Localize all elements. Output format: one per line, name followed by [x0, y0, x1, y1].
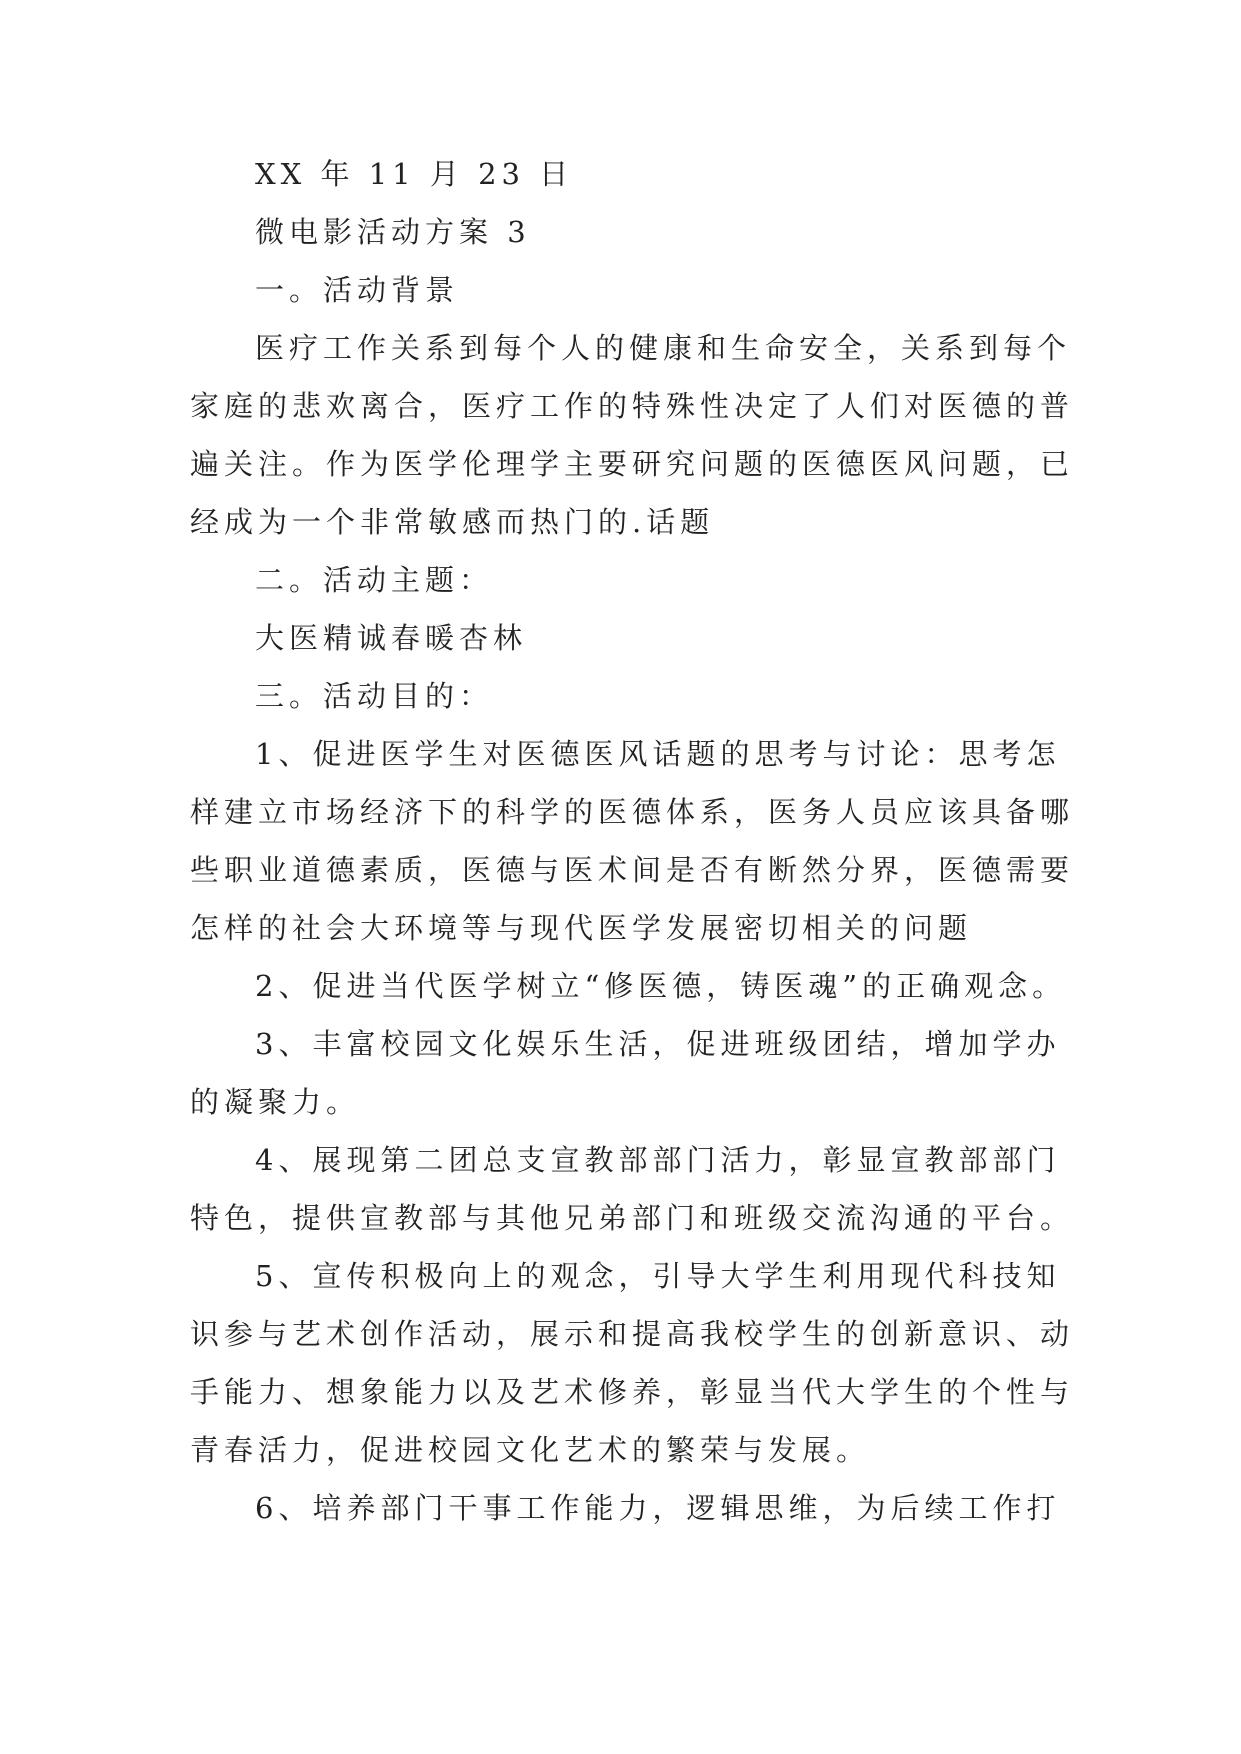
text-line: 2、促进当代医学树立“修医德，铸医魂”的正确观念。 [255, 969, 1067, 1003]
text-line: 4、展现第二团总支宣教部部门活力，彰显宣教部部门 [255, 1143, 1061, 1177]
text-line: 样建立市场经济下的科学的医德体系，医务人员应该具备哪 [190, 795, 1075, 829]
text-line: 些职业道德素质，医德与医术间是否有断然分界，医德需要 [190, 853, 1075, 887]
text-line: 青春活力，促进校园文化艺术的繁荣与发展。 [190, 1433, 871, 1467]
text-line: 大医精诚春暖杏林 [255, 621, 528, 655]
text-line: 经成为一个非常敏感而热门的.话题 [190, 505, 715, 539]
document-body [190, 156, 1075, 1548]
text-line: 5、宣传积极向上的观念，引导大学生利用现代科技知 [255, 1259, 1061, 1293]
text-line: 识参与艺术创作活动，展示和提高我校学生的创新意识、动 [190, 1317, 1075, 1351]
text-line: 3、丰富校园文化娱乐生活，促进班级团结，增加学办 [255, 1027, 1061, 1061]
text-line: 一。活动背景 [255, 273, 460, 307]
text-line: 二。活动主题： [255, 563, 494, 597]
text-line: 的凝聚力。 [190, 1085, 361, 1119]
text-line: 遍关注。作为医学伦理学主要研究问题的医德医风问题，已 [190, 447, 1075, 481]
text-line: 三。活动目的： [255, 679, 494, 713]
text-line: 1、促进医学生对医德医风话题的思考与讨论：思考怎 [255, 737, 1061, 771]
text-line: 微电影活动方案 3 [255, 215, 531, 249]
text-line: 家庭的悲欢离合，医疗工作的特殊性决定了人们对医德的普 [190, 389, 1075, 423]
text-line: 特色，提供宣教部与其他兄弟部门和班级交流沟通的平台。 [190, 1201, 1075, 1235]
text-line: 医疗工作关系到每个人的健康和生命安全，关系到每个 [255, 331, 1072, 365]
text-line: 怎样的社会大环境等与现代医学发展密切相关的问题 [190, 911, 973, 945]
text-line: 手能力、想象能力以及艺术修养，彰显当代大学生的个性与 [190, 1375, 1075, 1409]
text-line: XX 年 11 月 23 日 [255, 157, 574, 191]
text-line: 6、培养部门干事工作能力，逻辑思维，为后续工作打 [255, 1491, 1061, 1525]
